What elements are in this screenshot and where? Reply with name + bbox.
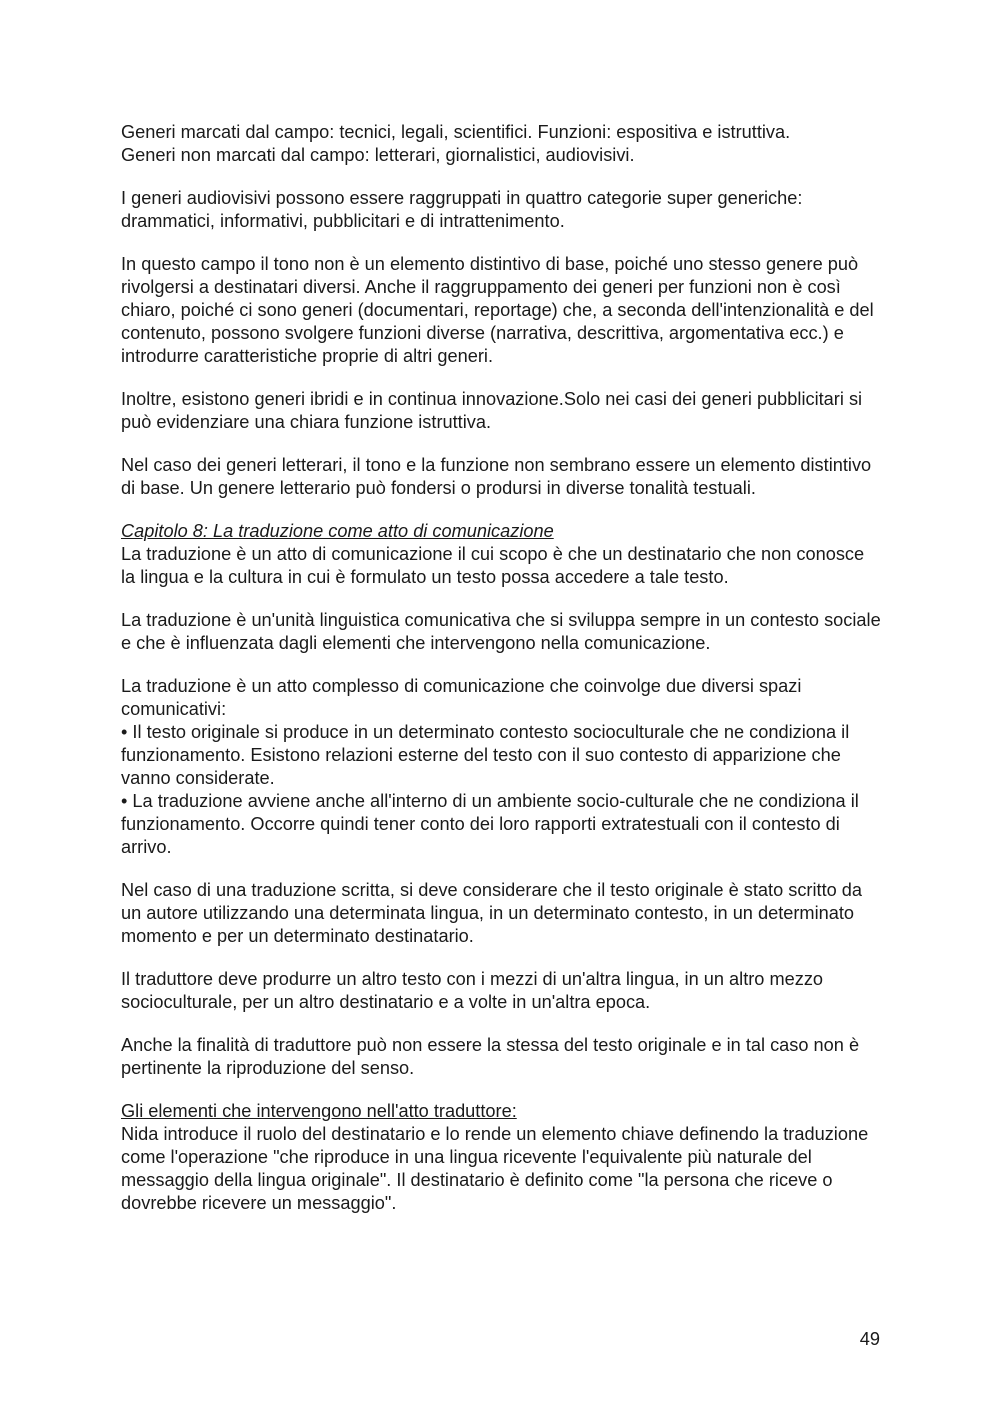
paragraph-tone: In questo campo il tono non è un elemento distintivo di base, poiché uno stesso genere può rivolgersi a destinatari diversi. Anche il raggruppamento dei generi per funzioni non è così chiaro, poiché ci sono generi (documentari, reportage) che, a seconda dell'intenzionalità e del contenuto, possono svolgere funzioni diverse (narrativa, descrittiva, argomentativa ecc.) e introdurre caratteristiche proprie di altri generi. xyxy=(121,254,874,366)
paragraph-literary-genres: Nel caso dei generi letterari, il tono e la funzione non sembrano essere un elemento distintivo di base. Un genere letterario può fondersi o prodursi in diverse tonalità testuali. xyxy=(121,455,872,498)
bullet-item-original-text: • Il testo originale si produce in un determinato contesto socioculturale che ne condiziona il funzionamento. Esistono relazioni esterne del testo con il suo contesto di apparizione che vanno considerate. xyxy=(121,722,850,788)
paragraph-linguistic-unit: La traduzione è un'unità linguistica comunicativa che si sviluppa sempre in un contesto sociale e che è influenzata dagli elementi che intervengono nella comunicazione. xyxy=(121,610,881,653)
paragraph-purpose: Anche la finalità di traduttore può non essere la stessa del testo originale e in tal caso non è pertinente la riproduzione del senso. xyxy=(121,1035,860,1078)
paragraph-audiovisual-genres: I generi audiovisivi possono essere raggruppati in quattro categorie super generiche: drammatici, informativi, pubblicitari e di intrattenimento. xyxy=(121,188,803,231)
paragraph-genre-fields xyxy=(121,121,881,167)
paragraph-line: Generi marcati dal campo: tecnici, legali, scientifici. Funzioni: espositiva e istruttiva. xyxy=(121,122,791,142)
bullet-item-translation: • La traduzione avviene anche all'interno di un ambiente socio-culturale che ne condiziona il funzionamento. Occorre quindi tener conto dei loro rapporti extratestuali con il contesto di arrivo. xyxy=(121,791,859,857)
elements-section xyxy=(121,1100,881,1215)
paragraph-written-translation: Nel caso di una traduzione scritta, si deve considerare che il testo originale è stato scritto da un autore utilizzando una determinata lingua, in un determinato contesto, in un determinato momento e per un determinato destinatario. xyxy=(121,880,863,946)
paragraph-line: Generi non marcati dal campo: letterari, giornalistici, audiovisivi. xyxy=(121,145,635,165)
chapter-section xyxy=(121,520,881,589)
section-heading: Gli elementi che intervengono nell'atto traduttore: xyxy=(121,1101,517,1121)
paragraph-communicative-spaces xyxy=(121,675,881,859)
paragraph-hybrid-genres: Inoltre, esistono generi ibridi e in continua innovazione.Solo nei casi dei generi pubblicitari si può evidenziare una chiara funzione istruttiva. xyxy=(121,389,863,432)
paragraph-translation-act: La traduzione è un atto di comunicazione il cui scopo è che un destinatario che non conosce la lingua e la cultura in cui è formulato un testo possa accedere a tale testo. xyxy=(121,544,865,587)
paragraph-translator: Il traduttore deve produrre un altro testo con i mezzi di un'altra lingua, in un altro mezzo socioculturale, per un altro destinatario e a volte in un'altra epoca. xyxy=(121,969,824,1012)
paragraph-nida: Nida introduce il ruolo del destinatario e lo rende un elemento chiave definendo la traduzione come l'operazione "che riproduce in una lingua ricevente l'equivalente più naturale del messaggio della lingua originale". Il destinatario è definito come "la persona che riceve o dovrebbe ricevere un messaggio". xyxy=(121,1124,869,1213)
page-number: 49 xyxy=(859,1329,880,1349)
page-body xyxy=(121,121,881,1215)
paragraph-intro: La traduzione è un atto complesso di comunicazione che coinvolge due diversi spazi comunicativi: xyxy=(121,676,802,719)
chapter-heading: Capitolo 8: La traduzione come atto di comunicazione xyxy=(121,521,554,541)
